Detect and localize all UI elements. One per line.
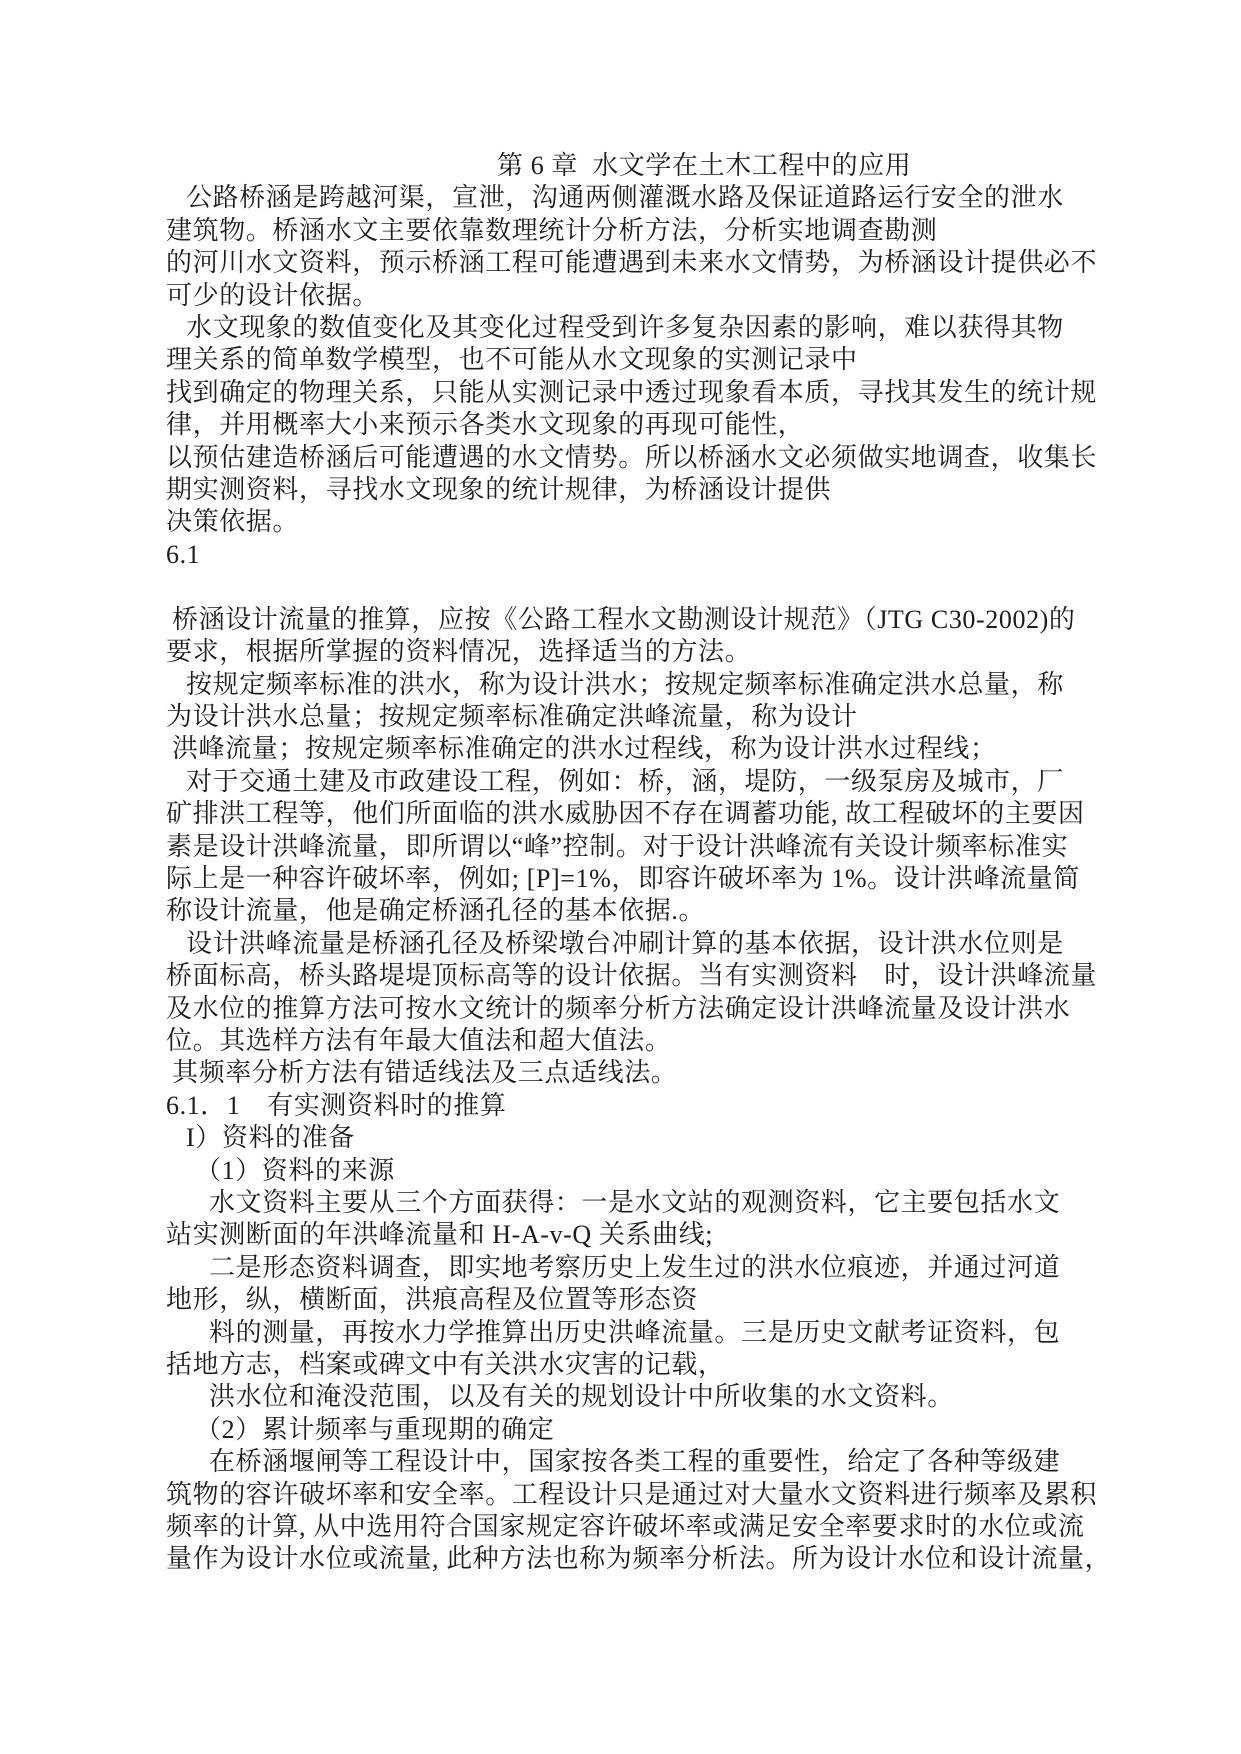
text-line: 期实测资料，寻找水文现象的统计规律，为桥涵设计提供 — [166, 475, 832, 505]
text-line: 可少的设计依据。 — [166, 280, 379, 310]
text-line: 找到确定的物理关系，只能从实测记录中透过现象看本质，寻找其发生的统计规 — [166, 377, 1098, 407]
text-line: 律，并用概率大小来预示各类水文现象的再现可能性， — [166, 410, 805, 440]
text-line: 要求，根据所掌握的资料情况，选择适当的方法。 — [166, 637, 752, 667]
text-line: 筑物的容许破坏率和安全率。工程设计只是通过对大量水文资料进行频率及累积 — [166, 1479, 1098, 1509]
text-line: 二是形态资料调查，即实地考察历史上发生过的洪水位痕迹，并通过河道 — [209, 1252, 1061, 1282]
text-line: （1）资料的来源 — [195, 1155, 395, 1185]
text-line: 地形，纵，横断面，洪痕高程及位置等形态资 — [166, 1285, 699, 1315]
text-line: 称设计流量，他是确定桥涵孔径的基本依据.。 — [166, 896, 706, 926]
text-line: 其频率分析方法有错适线法及三点适线法。 — [172, 1058, 678, 1088]
text-line: 的河川水文资料，预示桥涵工程可能遭遇到未来水文情势，为桥涵设计提供必不 — [166, 248, 1098, 278]
text-line: 站实测断面的年洪峰流量和 H-A-v-Q 关系曲线; — [166, 1220, 714, 1250]
text-line: 水文现象的数值变化及其变化过程受到许多复杂因素的影响，难以获得其物 — [186, 313, 1064, 343]
text-lines — [166, 182, 1241, 1575]
text-line — [166, 571, 1241, 603]
page-title: 第 6 章 水文学在土木工程中的应用 — [497, 151, 912, 180]
text-line: 矿排洪工程等，他们所面临的洪水威胁因不存在调蓄功能, 故工程破坏的主要因 — [166, 799, 1085, 829]
text-line: 桥涵设计流量的推算，应按《公路工程水文勘测设计规范》（JTG C30-2002)的 — [172, 604, 1076, 634]
text-line: 为设计洪水总量；按规定频率标准确定洪峰流量，称为设计 — [166, 701, 858, 731]
text-line: （2）累计频率与重现期的确定 — [195, 1414, 555, 1444]
text-line: 6.1．1 有实测资料时的推算 — [166, 1090, 507, 1120]
text-line: 以预估建造桥涵后可能遭遇的水文情势。所以桥涵水文必须做实地调查，收集长 — [166, 442, 1098, 472]
text-line: 位。其选样方法有年最大值法和超大值法。 — [166, 1025, 672, 1055]
text-line: 对于交通土建及市政建设工程，例如：桥，涵，堤防，一级泵房及城市，厂 — [186, 766, 1064, 796]
text-line: 及水位的推算方法可按水文统计的频率分析方法确定设计洪峰流量及设计洪水 — [166, 993, 1071, 1023]
text-line: 量作为设计水位或流量, 此种方法也称为频率分析法。所为设计水位和设计流量， — [166, 1544, 1112, 1574]
text-line: 频率的计算, 从中选用符合国家规定容许破坏率或满足安全率要求时的水位或流 — [166, 1512, 1085, 1542]
text-line: 际上是一种容许破坏率，例如; [P]=1%，即容许破坏率为 1%。设计洪峰流量简 — [166, 863, 1080, 893]
text-line: 括地方志，档案或碑文中有关洪水灾害的记载， — [166, 1350, 725, 1380]
text-line: 设计洪峰流量是桥涵孔径及桥梁墩台冲刷计算的基本依据，设计洪水位则是 — [186, 928, 1064, 958]
text-line: 水文资料主要从三个方面获得：一是水文站的观测资料，它主要包括水文 — [209, 1188, 1061, 1217]
text-line: I）资料的准备 — [186, 1123, 355, 1153]
text-line: 素是设计洪峰流量，即所谓以“峰”控制。对于设计洪峰流有关设计频率标准实 — [166, 831, 1069, 861]
text-line: 6.1 — [166, 539, 201, 569]
text-line: 料的测量，再按水力学推算出历史洪峰流量。三是历史文献考证资料，包 — [209, 1317, 1061, 1347]
text-line: 公路桥涵是跨越河渠，宣泄，沟通两侧灌溉水路及保证道路运行安全的泄水 — [186, 183, 1064, 213]
text-line: 决策依据。 — [166, 507, 300, 537]
text-line: 洪峰流量；按规定频率标准确定的洪水过程线，称为设计洪水过程线； — [172, 734, 997, 764]
text-line: 按规定频率标准的洪水，称为设计洪水；按规定频率标准确定洪水总量，称 — [186, 669, 1064, 699]
text-line: 建筑物。桥涵水文主要依靠数理统计分析方法，分析实地调查勘测 — [166, 215, 938, 245]
text-line: 洪水位和淹没范围，以及有关的规划设计中所收集的水文资料。 — [209, 1382, 954, 1412]
text-line: 理关系的简单数学模型，也不可能从水文现象的实测记录中 — [166, 345, 858, 375]
text-line: 桥面标高，桥头路堤堤顶标高等的设计依据。当有实测资料 时，设计洪峰流量 — [166, 961, 1098, 991]
text-line: 在桥涵堰闸等工程设计中，国家按各类工程的重要性，给定了各种等级建 — [209, 1447, 1061, 1477]
